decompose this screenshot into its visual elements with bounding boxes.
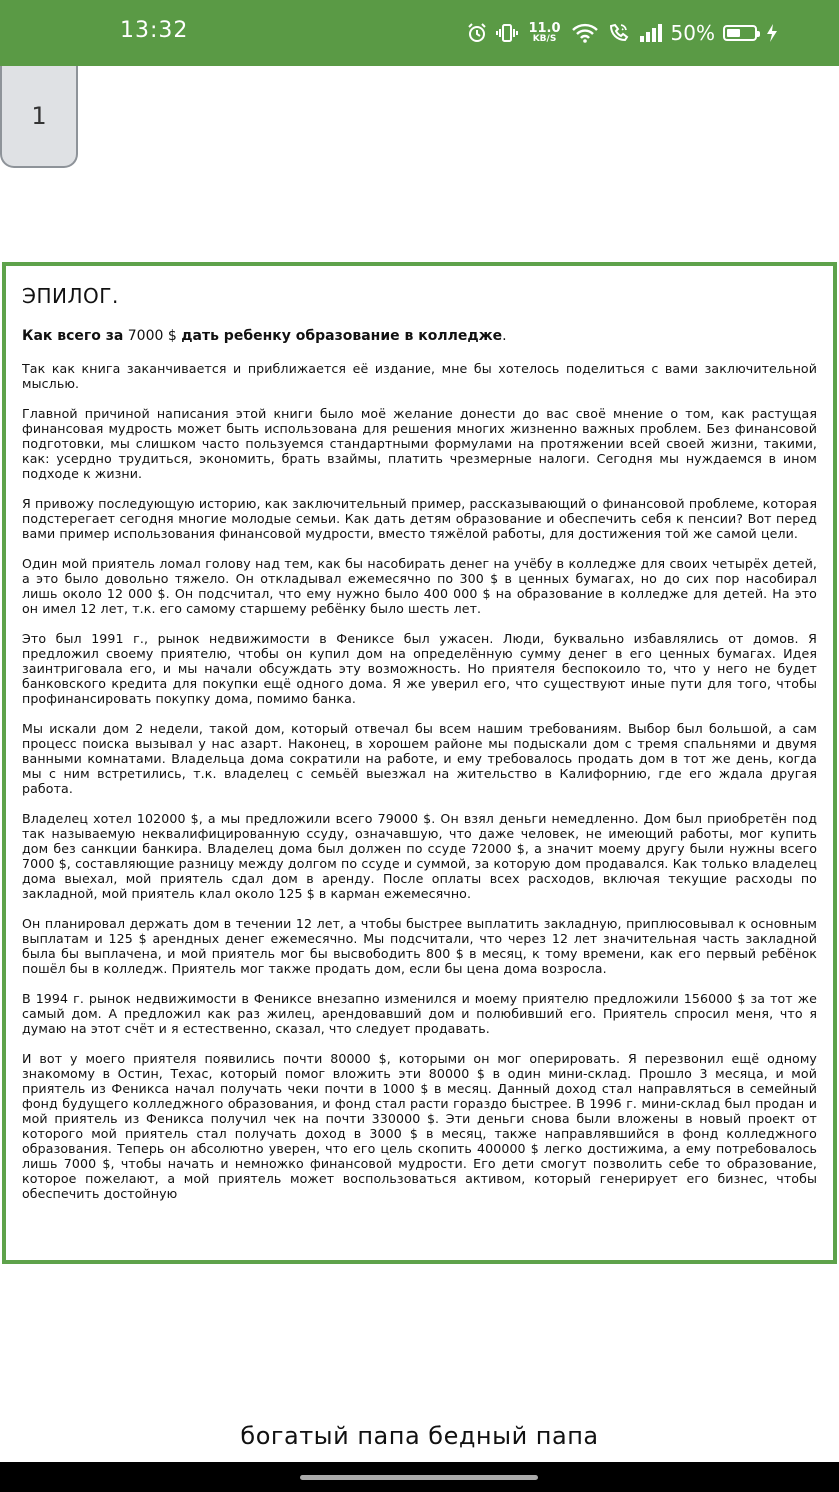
paragraph: И вот у моего приятеля появились почти 80000 $, которыми он мог оперировать. Я перезвонил ещё одному знакомому в Остин, Техас, который помог вложить эти 80000 $ в один мини-склад. Прошло 3 месяца, и мой приятель из Феникса начал получать чеки почти в 1000 $ в месяц. Данный доход стал направляться в семейный фонд будущего колледжного образования, и фонд стал расти гораздо быстрее. В 1996 г. мини-склад был продан и мой приятель из Феникса получил чек на почти 330000 $. Эти деньги снова были вложены в новый проект от которого мой приятель стал получать доход в 3000 $ в месяц, также направлявшийся в фонд колледжного образования. Теперь он абсолютно уверен, что его цель скопить 400000 $ легко достижима, а ему потребовалось лишь 7000 $, чтобы начать и немножко финансовой мудрости. Его дети смогут позволить себе то образование, которое пожелают, а мой приятель может воспользоваться активом, который генерирует его бизнес, чтобы обеспечить достойную: [22, 1051, 817, 1201]
subtitle-end: .: [502, 328, 507, 344]
battery-percent: 50%: [670, 21, 715, 45]
paragraph: Владелец хотел 102000 $, а мы предложили всего 79000 $. Он взял деньги немедленно. Дом был приобретён под так называемую неквалифицированную ссуду, означавшую, что даже человек, не имеющий работы, мог купить дом без санкции банкира. Владелец дома был должен по ссуде 72000 $, а значит моему другу были нужны всего 7000 $, составляющие разницу между долгом по ссуде и суммой, за которую дом продавался. Как только владелец дома выехал, мой приятель сдал дом в аренду. После оплаты всех расходов, включая текущие расходы по закладной, мой приятель клал около 125 $ в карман ежемесячно.: [22, 811, 817, 901]
charging-icon: [765, 23, 779, 43]
paragraph: Главной причиной написания этой книги было моё желание донести до вас своё мнение о том, как растущая финансовая мудрость может быть использована для решения многих жизненно важных проблем. Без финансовой подготовки, мы слишком часто пользуемся стандартными формулами на протяжении всей своей жизни, такими, как: усердно трудиться, экономить, брать взаймы, платить чрезмерные налоги. Сегодня мы нуждаемся в ином подходе к жизни.: [22, 406, 817, 481]
home-indicator[interactable]: [300, 1475, 538, 1480]
document-page: [2, 262, 837, 1264]
network-speed: [528, 22, 560, 44]
page-number-tab[interactable]: [0, 66, 78, 168]
document-content: [22, 282, 817, 1250]
battery-level: [727, 29, 740, 37]
paragraph: В 1994 г. рынок недвижимости в Фениксе внезапно изменился и моему приятелю предложили 156000 $ за тот же самый дом. А предложил как раз жилец, арендовавший дом и полюбивший его. Приятель спросил меня, что я думаю на этот счёт и я естественно, сказал, что следует продавать.: [22, 991, 817, 1036]
alarm-icon: [466, 22, 488, 44]
speed-value: 11.0: [528, 21, 561, 36]
page-title: ЭПИЛОГ.: [22, 284, 119, 308]
subtitle-part-2: дать ребенку образование в колледже: [181, 328, 503, 344]
paragraph: Я привожу последующую историю, как заключительный пример, рассказывающий о финансовой проблеме, которая подстерегает сегодня многие молодые семьи. Как дать детям образование и обеспечить себя к пенсии? Вот перед вами пример использования финансовой мудрости, вместо тяжёлой работы, для достижения той же самой цели.: [22, 496, 817, 541]
paragraph: Один мой приятель ломал голову над тем, как бы насобирать денег на учёбу в колледже для своих четырёх детей, а это было довольно тяжело. Он откладывал ежемесячно по 300 $ в ценных бумагах, но до сих пор насобирал лишь около 12 000 $. Он подсчитал, что ему нужно было 400 000 $ на образование в колледже для детей. На это он имел 12 лет, т.к. его самому старшему ребёнку было шесть лет.: [22, 556, 817, 616]
wifi-call-icon: [607, 22, 631, 44]
book-title: богатый папа бедный папа: [240, 1422, 599, 1450]
navigation-bar: [0, 1462, 839, 1492]
status-time: 13:32: [120, 18, 189, 43]
signal-icon: [639, 23, 663, 43]
paragraph: Это был 1991 г., рынок недвижимости в Фениксе был ужасен. Люди, буквально избавлялись от домов. Я предложил своему приятелю, чтобы он купил дом на определённую сумму денег в его ценных бумагах. Идея заинтриговала его, и мы начали обсуждать эту возможность. Но приятеля беспокоило то, что у него не будет банковского кредита для покупки ещё одного дома. Я же уверил его, что существуют иные пути для того, чтобы профинансировать покупку дома, помимо банка.: [22, 631, 817, 706]
chapter-subtitle: [22, 328, 817, 344]
wifi-icon: [571, 22, 599, 44]
subtitle-part-1: Как всего за: [22, 328, 124, 344]
paragraph: Так как книга заканчивается и приближается её издание, мне бы хотелось поделиться с вами заключительной мыслью.: [22, 361, 817, 391]
vibrate-icon: [496, 22, 518, 44]
status-icons: [466, 0, 779, 66]
paragraph: Мы искали дом 2 недели, такой дом, который отвечал бы всем нашим требованиям. Выбор был большой, а сам процесс поиска вызывал у нас азарт. Наконец, в хорошем районе мы подыскали дом с тремя спальнями и двумя ванными комнатами. Владельца дома сократили на работе, и ему требовалось продать дом в тот же день, когда мы с ним встретились, т.к. владелец с семьёй выезжал на жительство в Калифорнию, где его ждала другая работа.: [22, 721, 817, 796]
page-number: 1: [31, 102, 47, 130]
status-bar: [0, 0, 839, 66]
subtitle-amount: 7000 $: [123, 328, 182, 344]
battery-icon: [723, 25, 757, 41]
speed-unit: KB/S: [532, 34, 557, 44]
paragraph: Он планировал держать дом в течении 12 лет, а чтобы быстрее выплатить закладную, приплюсовывал к основным выплатам и 125 $ арендных денег ежемесячно. Мы подсчитали, что через 12 лет значительная часть закладной была бы выплачена, и мой приятель мог бы высвободить 800 $ в месяц, к тому времени, как его первый ребёнок пошёл бы в колледж. Приятель мог также продать дом, если бы цена дома возросла.: [22, 916, 817, 976]
